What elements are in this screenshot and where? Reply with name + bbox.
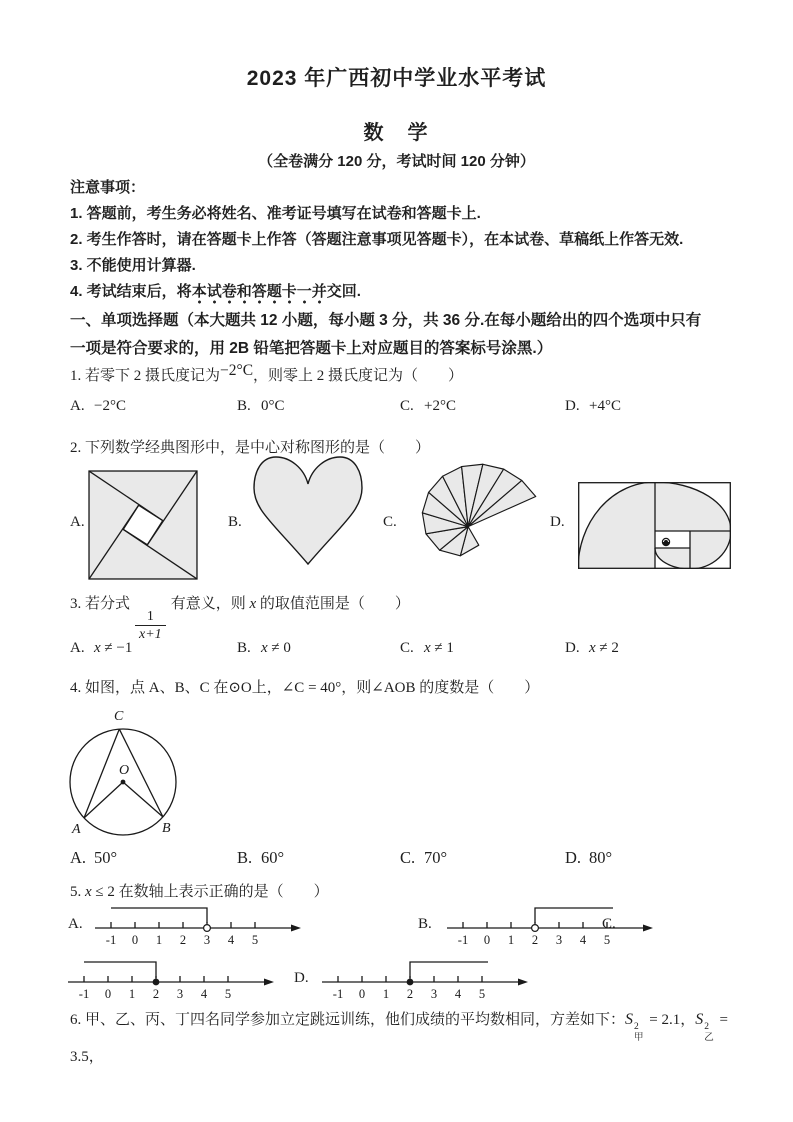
q3-option-c: C. x ≠ 1 [400,640,454,656]
q5-option-label-d: D. [294,970,309,986]
svg-text:4: 4 [454,987,462,1001]
q6-stem: 6. 甲、乙、丙、丁四名同学参加立定跳远训练，他们成绩的平均数相同，方差如下：S 2 甲 = 2.1，S 2 乙 = 3.5， [70,1011,732,1065]
svg-text:4: 4 [227,933,235,947]
exam-info: （全卷满分 120 分，考试时间 120 分钟） [258,153,535,170]
svg-text:-1: -1 [332,987,344,1001]
q4-option-c: C. 70° [400,848,448,867]
notice-header: 注意事项： [70,179,146,196]
svg-text:5: 5 [603,933,611,947]
filled-circle [407,979,414,986]
q5-number-line-d [320,952,535,1010]
q1-formula: −2°C [220,362,254,379]
svg-text:0: 0 [104,987,112,1001]
q1-stem: 1. 若零下 2 摄氏度记为−2°C，则零上 2 摄氏度记为（ ） [70,362,464,384]
q4-option-b: B. 60° [237,848,285,867]
svg-text:2: 2 [406,987,414,1001]
q1-option-d: D. +4°C [565,398,621,414]
point-b-label: B [162,821,171,836]
q5-option-label-b: B. [418,916,432,932]
svg-text:-1: -1 [78,987,90,1001]
center-dot [121,780,126,785]
q1-option-c: C. +2°C [400,398,456,414]
open-circle [532,925,539,932]
svg-text:5: 5 [478,987,486,1001]
svg-text:2: 2 [152,987,160,1001]
q5-stem: 5. x ≤ 2 在数轴上表示正确的是（ ） [70,884,329,900]
q3-option-b: B. x ≠ 0 [237,640,291,656]
square-root-spiral-fan [404,448,540,580]
svg-text:2: 2 [179,933,187,947]
svg-text:1: 1 [128,987,136,1001]
q3-fraction: $\frac{1}{x+1}$ [135,609,166,643]
q2-figure-label-b: B. [228,514,242,530]
svg-text:5: 5 [224,987,232,1001]
q5-number-line-b [445,898,660,956]
open-circle [204,925,211,932]
notice-item-4: 4. 考试结束后，将本试卷和答题卡一并交回. [70,280,735,301]
heart-shape [252,452,364,570]
notice-item-2: 2. 考生作答时，请在答题卡上作答（答题注意事项见答题卡），在本试卷、草稿纸上作答无效. [70,231,684,248]
q2-stem: 2. 下列数学经典图形中，是中心对称图形的是（ ） [70,440,431,456]
q3-option-a: A. x ≠ −1 [70,640,133,656]
q5-option-label-c: C. [602,916,616,932]
q5-option-label-a: A. [68,916,83,932]
golden-rectangle-spiral [578,482,731,569]
q5-number-line-c [66,952,281,1010]
filled-circle [153,979,160,986]
svg-text:3: 3 [176,987,184,1001]
q4-circle-figure [50,700,205,848]
svg-text:-1: -1 [105,933,117,947]
svg-text:3: 3 [555,933,563,947]
point-a-label: A [72,822,81,837]
svg-text:1: 1 [382,987,390,1001]
q4-stem: 4. 如图，点 A、B、C 在⊙O上，∠C = 40°，则∠AOB 的度数是（ ） [70,680,540,696]
emphasized-text: 本试卷和答题卡一并 [192,283,327,304]
svg-text:1: 1 [155,933,163,947]
svg-text:4: 4 [579,933,587,947]
section-heading-line2: 一项是符合要求的，用 2B 铅笔把答题卡上对应题目的答案标号涂黑.） [70,340,553,357]
q2-figure-label-a: A. [70,514,85,530]
point-c-label: C [114,709,124,724]
q1-option-b: B. 0°C [237,398,285,414]
notice-item-1: 1. 答题前，考生务必将姓名、准考证号填写在试卷和答题卡上. [70,205,481,222]
svg-text:4: 4 [200,987,208,1001]
svg-text:0: 0 [358,987,366,1001]
svg-text:1: 1 [507,933,515,947]
section-heading-line1: 一、单项选择题（本大题共 12 小题，每小题 3 分，共 36 分.在每小题给出的四个选项中只有 [70,312,702,329]
q3-stem: 3. 若分式 $\frac{1}{x+1}$ 有意义，则 x 的取值范围是（ ） [70,596,410,643]
q1-option-a: A. −2°C [70,398,126,414]
q4-option-d: D. 80° [565,848,613,867]
q3-option-d: D. x ≠ 2 [565,640,619,656]
svg-text:-1: -1 [457,933,469,947]
q2-figure-label-d: D. [550,514,565,530]
page-title: 2023 年广西初中学业水平考试 [246,67,547,90]
svg-text:0: 0 [131,933,139,947]
notice-item-3: 3. 不能使用计算器. [70,257,196,274]
svg-text:0: 0 [483,933,491,947]
svg-text:3: 3 [430,987,438,1001]
q5-number-line-a [93,898,308,956]
svg-text:3: 3 [203,933,211,947]
q2-figure-label-c: C. [383,514,397,530]
svg-text:5: 5 [251,933,259,947]
subject-title: 数 学 [363,122,430,144]
svg-text:2: 2 [531,933,539,947]
q4-option-a: A. 50° [70,848,118,867]
zhao-shuang-chord-diagram [88,470,198,580]
center-o-label: O [119,763,130,778]
